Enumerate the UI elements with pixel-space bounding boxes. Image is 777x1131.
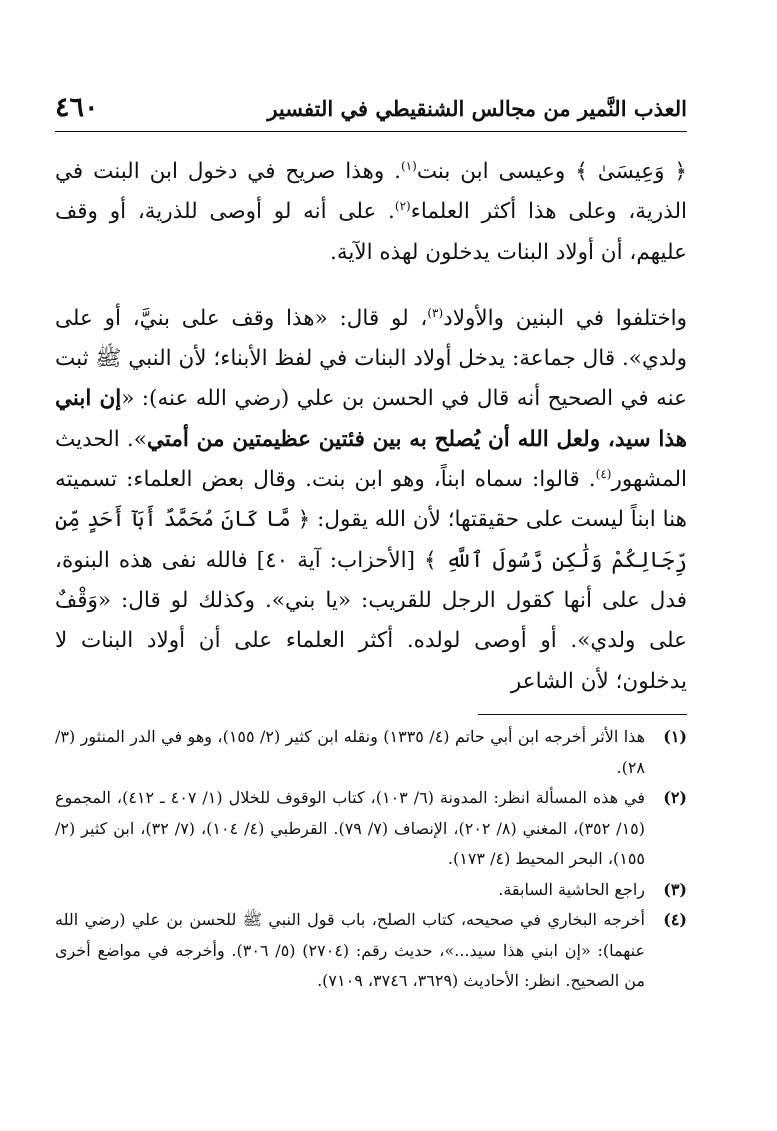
- footnotes: [55, 722, 687, 997]
- text-span: واختلفوا في البنين والأولاد: [443, 305, 687, 331]
- footnote-number: (٣): [663, 879, 687, 899]
- text-span: وعيسى ابن بنت: [416, 159, 576, 184]
- footnote-number: (٤): [663, 910, 687, 929]
- footnote-text: راجع الحاشية السابقة.: [498, 879, 645, 899]
- footnote-ref-4[interactable]: (٤): [595, 466, 612, 481]
- main-text: [55, 152, 687, 702]
- footnote-ref-2[interactable]: (٢): [394, 199, 411, 214]
- hadith-quote: إن ابني هذا سيد، ولعل الله أن يُصلح به بين فئتين عظيمتين من أمتي: [55, 386, 688, 452]
- footnote-ref-1[interactable]: (١): [400, 158, 417, 173]
- footnote-text: هذا الأثر أخرجه ابن أبي حاتم (٤/ ١٣٣٥) ونقله ابن كثير (٢/ ١٥٥)، وهو في الدر المنثور (٣/ ٢٨).: [55, 727, 646, 777]
- page-number: ٤٦٠: [55, 92, 99, 123]
- footnote-rule: [478, 714, 687, 715]
- footnote-text: في هذه المسألة انظر: المدونة (٦/ ١٠٣)، كتاب الوقوف للخلال (١/ ٤٠٧ ـ ٤١٢)، المجموع (١٥/ ٣٥٢)، المغني (٨/ ٢٠٢)، الإنصاف (٧/ ٧٩). القرطبي (٤/ ١٠٤)، (٧/ ٣٢)، ابن كثير (٢/ ١٥٥)، البحر المحيط (٤/ ١٧٣).: [55, 788, 646, 868]
- footnote-ref-3[interactable]: (٣): [427, 305, 444, 320]
- text-span: ، لو قال: «هذا وقف على بنيَّ، أو على ولدي». قال جماعة: يدخل أولاد البنات في لفظ الأبناء؛ لأن النبي ﷺ ثبت عنه في الصحيح أنه قال في الحسن بن علي (رضي الله عنه): «: [55, 305, 687, 412]
- text-span: . على أنه لو أوصى للذرية، أو وقف عليهم، أن أولاد البنات يدخلون لهذه الآية.: [55, 199, 687, 265]
- text-span: [الأحزاب: آية ٤٠] فالله نفى هذه البنوة، فدل على أنها كقول الرجل للقريب: «يا بني». وكذلك لو قال: «وَقْفٌ على ولدي». أو أوصى لولده. أكثر العلماء على أن أولاد البنات لا يدخلون؛ لأن الشاعر: [55, 547, 687, 694]
- footnote-text: أخرجه البخاري في صحيحه، كتاب الصلح، باب قول النبي ﷺ للحسن بن علي (رضي الله عنهما): «إن ابني هذا سيد...»، حديث رقم: (٢٧٠٤) (٥/ ٣٠٦). وأخرجه في مواضع أخرى من الصحيح. انظر: الأحاديث (٣٦٢٩، ٣٧٤٦، ٧١٠٩).: [55, 910, 645, 990]
- paragraph-1: [55, 152, 687, 273]
- text-span: . قالوا: سماه ابناً، وهو ابن بنت. وقال بعض العلماء: تسميته هنا ابناً ليست على حقيقتها؛ لأن الله يقول:: [55, 467, 687, 533]
- text-span: . وهذا صريح في دخول ابن البنت في الذرية، وعلى هذا أكثر العلماء: [55, 159, 687, 225]
- footnote-3: [55, 875, 687, 906]
- footnote-4: [55, 905, 687, 997]
- footnote-1: [55, 722, 687, 783]
- header-rule: [55, 131, 687, 132]
- text-span: ». الحديث المشهور: [55, 426, 687, 493]
- footnote-2: [55, 783, 687, 875]
- footnote-number: (٢): [663, 788, 687, 807]
- running-title: العذب النَّمير من مجالس الشنقيطي في التفسير: [267, 96, 687, 121]
- paragraph-2: [55, 299, 687, 702]
- footnote-number: (١): [663, 727, 687, 746]
- running-header: [55, 90, 687, 132]
- quran-quote: ﴿ وَعِيسَىٰ ﴾: [575, 159, 687, 184]
- quran-quote: ﴿ مَّا كَانَ مُحَمَّدٌ أَبَآ أَحَدٍ مِّن رِّجَالِكُمْ وَلَٰكِن رَّسُولَ ٱللَّهِ ﴾: [55, 507, 687, 573]
